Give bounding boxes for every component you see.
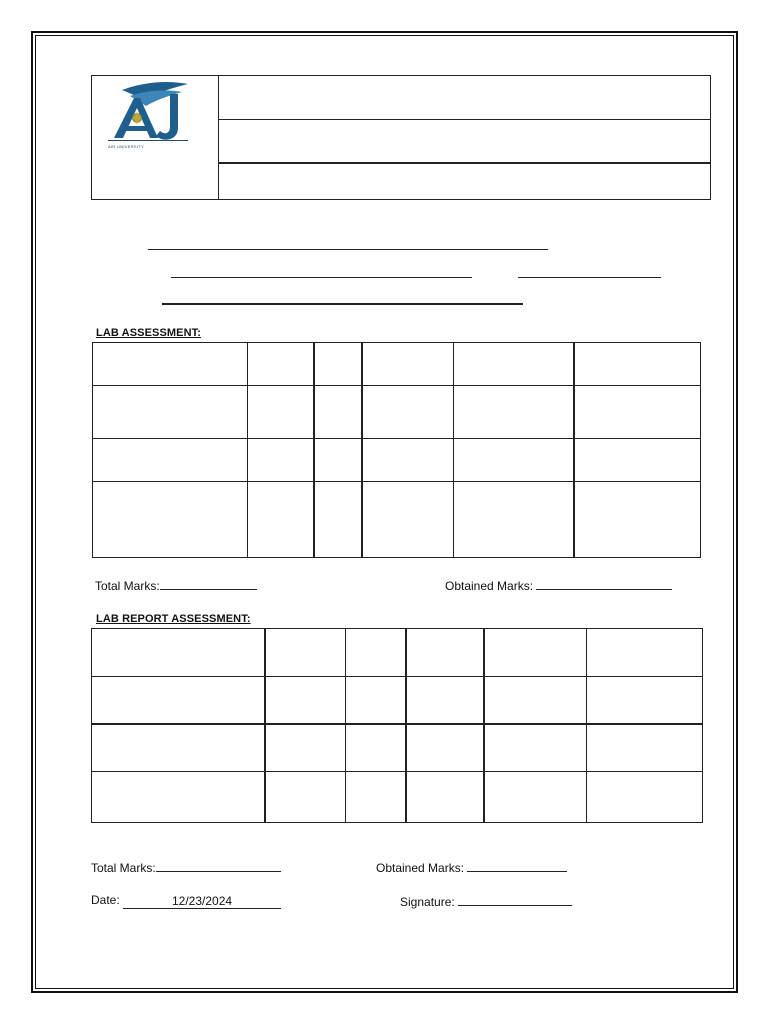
signature-label: Signature: — [400, 895, 455, 909]
table-cell[interactable] — [484, 677, 587, 724]
lab-obtained-marks-label: Obtained Marks: — [445, 579, 534, 593]
table-cell[interactable] — [346, 629, 406, 677]
logo-cell — [92, 76, 219, 199]
table-cell[interactable] — [93, 343, 248, 386]
date-label: Date: — [91, 893, 120, 907]
table-cell[interactable] — [587, 772, 703, 823]
table-row — [93, 343, 701, 386]
report-obtained-marks-blank[interactable] — [467, 859, 567, 872]
table-cell[interactable] — [92, 724, 265, 772]
lab-report-assessment-title: LAB REPORT ASSESSMENT: — [96, 613, 251, 625]
header-row-2 — [219, 120, 710, 164]
table-cell[interactable] — [346, 677, 406, 724]
table-cell[interactable] — [314, 343, 362, 386]
table-cell[interactable] — [362, 482, 454, 558]
table-cell[interactable] — [406, 629, 484, 677]
table-cell[interactable] — [587, 677, 703, 724]
table-cell[interactable] — [248, 439, 314, 482]
report-total-marks-blank[interactable] — [156, 859, 281, 872]
header-row-1 — [219, 76, 710, 120]
table-cell[interactable] — [314, 482, 362, 558]
date-value[interactable]: 12/23/2024 — [123, 894, 281, 909]
table-cell[interactable] — [248, 386, 314, 439]
table-cell[interactable] — [265, 629, 346, 677]
header-table — [91, 75, 711, 200]
table-cell[interactable] — [587, 629, 703, 677]
date-field — [91, 893, 281, 908]
report-obtained-marks-label: Obtained Marks: — [376, 861, 465, 875]
table-row — [93, 439, 701, 482]
table-cell[interactable] — [362, 343, 454, 386]
lab-total-marks-label: Total Marks: — [95, 579, 160, 593]
blank-line-1[interactable] — [148, 249, 548, 250]
table-cell[interactable] — [574, 386, 701, 439]
table-cell[interactable] — [484, 724, 587, 772]
table-cell[interactable] — [248, 343, 314, 386]
logo-caption: AIR UNIVERSITY — [108, 144, 144, 149]
table-cell[interactable] — [92, 772, 265, 823]
table-cell[interactable] — [484, 629, 587, 677]
report-obtained-marks — [376, 859, 567, 875]
table-cell[interactable] — [93, 439, 248, 482]
table-cell[interactable] — [265, 677, 346, 724]
blank-line-4[interactable] — [162, 303, 523, 305]
table-cell[interactable] — [346, 724, 406, 772]
table-row — [92, 677, 703, 724]
signature-blank[interactable] — [458, 893, 572, 906]
table-cell[interactable] — [484, 772, 587, 823]
signature-field — [400, 893, 572, 909]
table-cell[interactable] — [454, 343, 574, 386]
table-cell[interactable] — [406, 677, 484, 724]
lab-obtained-marks-blank[interactable] — [536, 577, 672, 590]
table-row — [93, 482, 701, 558]
table-cell[interactable] — [454, 386, 574, 439]
lab-assessment-table — [92, 342, 701, 558]
table-cell[interactable] — [362, 439, 454, 482]
university-logo — [92, 76, 219, 199]
lab-assessment-title: LAB ASSESSMENT: — [96, 327, 201, 339]
blank-line-3[interactable] — [518, 277, 661, 278]
lab-report-assessment-table — [91, 628, 703, 823]
table-cell[interactable] — [362, 386, 454, 439]
table-cell[interactable] — [93, 482, 248, 558]
table-cell[interactable] — [92, 677, 265, 724]
lab-obtained-marks — [445, 577, 672, 593]
table-cell[interactable] — [314, 386, 362, 439]
table-cell[interactable] — [92, 629, 265, 677]
table-cell[interactable] — [265, 724, 346, 772]
table-row — [92, 629, 703, 677]
table-cell[interactable] — [248, 482, 314, 558]
table-cell[interactable] — [314, 439, 362, 482]
lab-total-marks-blank[interactable] — [160, 577, 257, 590]
blank-line-2[interactable] — [171, 277, 472, 278]
table-cell[interactable] — [574, 343, 701, 386]
table-cell[interactable] — [574, 482, 701, 558]
table-cell[interactable] — [587, 724, 703, 772]
table-cell[interactable] — [93, 386, 248, 439]
table-row — [92, 724, 703, 772]
table-cell[interactable] — [346, 772, 406, 823]
table-cell[interactable] — [574, 439, 701, 482]
table-cell[interactable] — [406, 772, 484, 823]
header-row-3 — [219, 164, 710, 199]
table-cell[interactable] — [454, 439, 574, 482]
table-cell[interactable] — [454, 482, 574, 558]
table-cell[interactable] — [265, 772, 346, 823]
lab-total-marks — [95, 577, 257, 593]
table-cell[interactable] — [406, 724, 484, 772]
report-total-marks — [91, 859, 281, 875]
table-row — [92, 772, 703, 823]
report-total-marks-label: Total Marks: — [91, 861, 156, 875]
table-row — [93, 386, 701, 439]
